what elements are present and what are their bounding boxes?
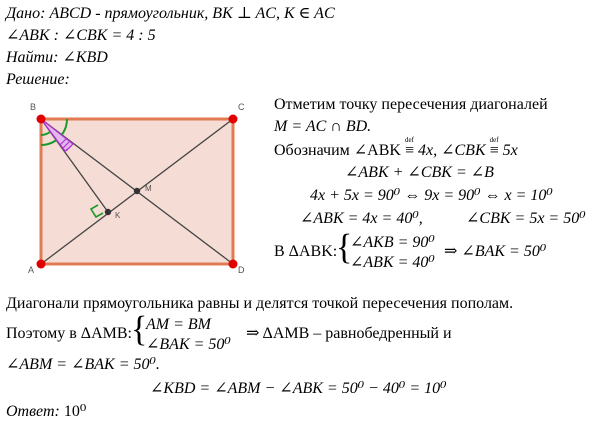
step-mark-intersection: Отметим точку пересечения диагоналей: [274, 96, 548, 113]
step-bak-result: ⇒ ∠BAK = 50⁰: [444, 243, 547, 260]
label-k: K: [115, 211, 121, 220]
vertex-c: [229, 115, 238, 124]
step-define-m: M = AC ∩ BD.: [274, 118, 372, 135]
find-text: ∠KBD: [62, 49, 108, 66]
vertex-a: [37, 260, 46, 269]
ratio-line: ∠ABK : ∠CBK = 4 : 5: [6, 27, 156, 44]
rectangle-diagram: [0, 88, 270, 288]
step-angle-sum: ∠ABK + ∠CBK = ∠B: [345, 164, 494, 181]
step-denote-part3: 5x: [502, 142, 518, 159]
system2-line2: ∠BAK = 50⁰: [146, 336, 231, 353]
system1-line1: ∠AKB = 90⁰: [350, 234, 435, 251]
step-triangle-abk-label: В ΔABK:: [274, 243, 338, 260]
step-isosceles: ⇒ ΔAMB – равнобедренный и: [246, 325, 452, 342]
label-c: C: [238, 102, 245, 112]
given-line: [6, 6, 335, 22]
step-abk-value: ∠ABK = 4x = 40⁰,: [300, 210, 423, 227]
step-cbk-value: ∠CBK = 5x = 50⁰: [466, 210, 586, 227]
find-label: Найти:: [6, 49, 59, 66]
answer-line: [6, 404, 86, 420]
system-brace-1: {: [336, 228, 353, 267]
step-denote-part1: Обозначим ∠ABK: [274, 142, 401, 159]
point-m: [134, 188, 140, 194]
vertex-d: [229, 260, 238, 269]
step-triangle-amb-label: Поэтому в ΔAMB:: [6, 325, 132, 342]
system-brace-2: {: [131, 310, 148, 349]
system1-line2: ∠ABK = 40⁰: [350, 254, 435, 271]
label-m: M: [145, 184, 152, 193]
system2-line1: AM = BM: [146, 316, 211, 333]
step-denote-part2: 4x, ∠CBK: [418, 142, 486, 159]
label-d: D: [238, 265, 245, 275]
step-denote: [274, 136, 518, 159]
point-k: [105, 209, 111, 215]
step-abm-equals-bak: ∠ABM = ∠BAK = 50⁰.: [6, 356, 160, 373]
label-a: A: [28, 265, 35, 275]
def-equals-1: def ≡: [404, 136, 414, 159]
given-label: Дано:: [6, 5, 46, 22]
step-kbd-result: ∠KBD = ∠ABM − ∠ABK = 50⁰ − 40⁰ = 10⁰: [150, 380, 447, 397]
step-equation: 4x + 5x = 90⁰ ⇔ 9x = 90⁰ ⇔ x = 10⁰: [310, 187, 553, 204]
label-b: B: [30, 102, 37, 112]
vertex-b: [37, 115, 46, 124]
answer-label: Ответ:: [6, 403, 60, 420]
solution-label: Решение:: [6, 71, 70, 88]
given-text: ABCD - прямоугольник, BK ⊥ AC, K ∈ AC: [49, 5, 335, 22]
answer-value: 10⁰: [63, 403, 87, 420]
step-diagonals-property: Диагонали прямоугольника равны и делятся точкой пересечения пополам.: [6, 295, 514, 312]
find-line: [6, 50, 108, 66]
def-equals-2: def ≡: [489, 136, 499, 159]
